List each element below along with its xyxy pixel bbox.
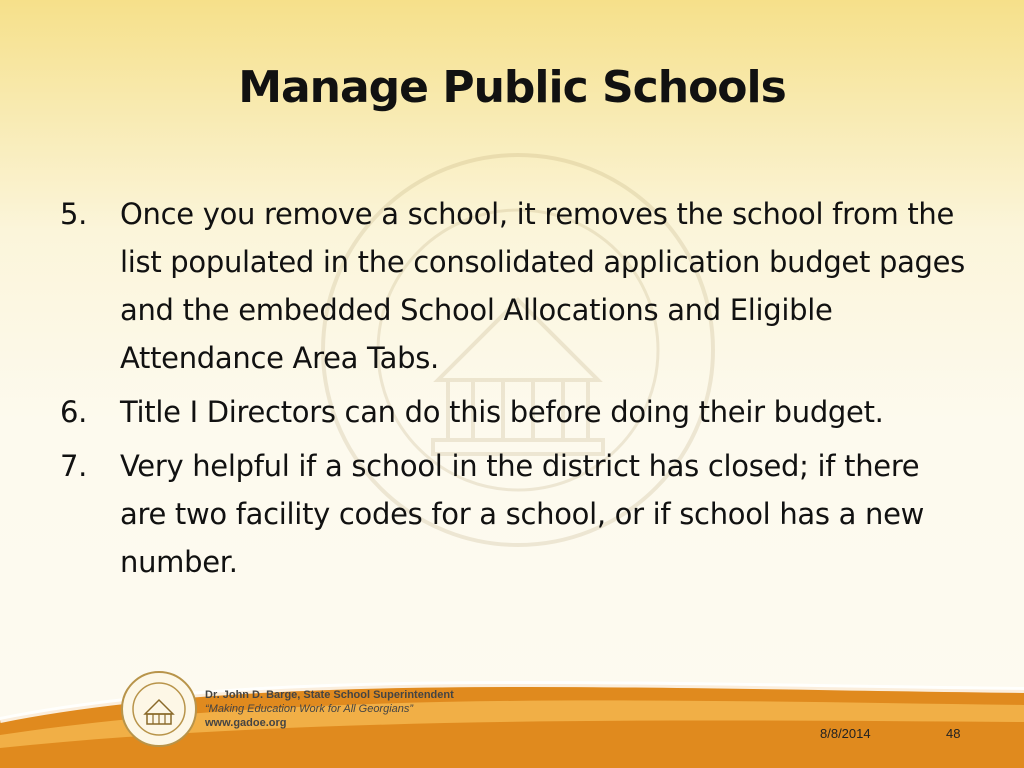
slide-title: Manage Public Schools xyxy=(238,62,786,113)
list-item xyxy=(60,388,970,436)
list-item-number: 7. xyxy=(60,449,88,483)
bullet-list xyxy=(60,190,970,592)
list-item-number: 6. xyxy=(60,395,88,429)
list-item xyxy=(60,190,970,382)
list-item-text: Very helpful if a school in the district has closed; if there are two facility codes for a school, or if school has a new number. xyxy=(120,449,925,579)
list-item-number: 5. xyxy=(60,197,88,231)
slide-page-number: 48 xyxy=(946,726,961,741)
department-of-education-logo-icon xyxy=(120,670,198,748)
list-item-text: Title I Directors can do this before doing their budget. xyxy=(120,395,884,429)
motto-text: “Making Education Work for All Georgians” xyxy=(205,703,414,715)
superintendent-text: Dr. John D. Barge, State School Superintendent xyxy=(205,689,454,701)
list-item xyxy=(60,442,970,586)
website-link[interactable]: www.gadoe.org xyxy=(205,717,287,729)
slide-date: 8/8/2014 xyxy=(820,726,871,741)
footer-credits xyxy=(205,688,454,730)
list-item-text: Once you remove a school, it removes the school from the list populated in the consolidated application budget pages and the embedded School Allocations and Eligible Attendance Area Tabs. xyxy=(120,197,965,375)
